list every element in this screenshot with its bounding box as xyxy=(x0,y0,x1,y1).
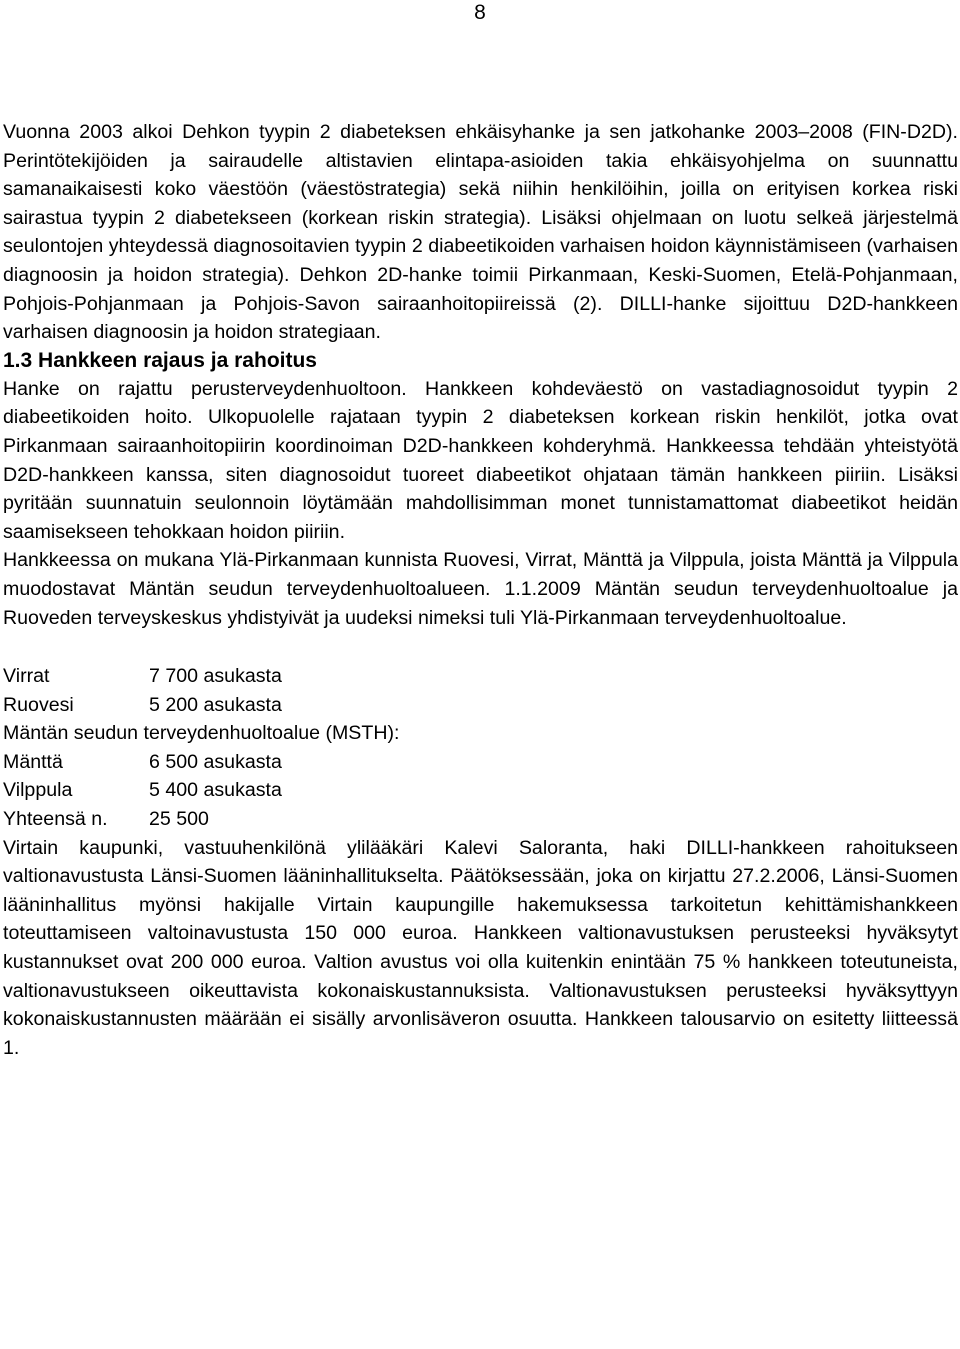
population-row-total xyxy=(3,805,958,834)
population-row-mantta xyxy=(3,748,958,777)
paragraph-project-scope: Hanke on rajattu perusterveydenhuoltoon. Hankkeen kohdeväestö on vastadiagnosoidut tyypin 2 diabeetikoiden hoito. Ulkopuolelle rajataan tyypin 2 diabeteksen korkean riskin henkilöt, jotka ovat Pirkanmaan sairaanhoitopiirin koordinoiman D2D-hankkeen kohderyhmä. Hankkeessa tehdään yhteistyötä D2D-hankkeen kanssa, siten diagnosoidut tuoreet diabeetikot ohjataan tämän hankkeen piiriin. Lisäksi pyritään suunnatuin seulonnoin löytämään mahdollisimman monet tunnistamattomat diabeetikot heidän saamisekseen tehokkaan hoidon piiriin. xyxy=(3,377,958,543)
population-total-label: Yhteensä n. xyxy=(3,808,108,831)
population-row-vilppula xyxy=(3,776,958,805)
population-value: 7 700 asukasta xyxy=(149,665,282,688)
population-value: 6 500 asukasta xyxy=(149,750,282,773)
municipality-name: Ruovesi xyxy=(3,693,74,716)
paragraph-d2d-background: Vuonna 2003 alkoi Dehkon tyypin 2 diabeteksen ehkäisyhanke ja sen jatkohanke 2003–2008 (FIN-D2D). Perintötekijöiden ja sairaudelle altistavien elintapa-asioiden takia ehkäisyohjelma on suunnattu samanaikaisesti koko väestöön (väestöstrategia) sekä niihin henkilöihin, joilla on erityisen korkea riski sairastua tyypin 2 diabetekseen (korkean riskin strategia). Lisäksi ohjelmaan on luotu selkeä järjestelmä seulontojen yhteydessä diagnosoitavien tyypin 2 diabeetikoiden varhaisen hoidon käynnistämiseen (varhaisen diagnoosin ja hoidon strategia). Dehkon 2D-hanke toimii Pirkanmaan, Keski-Suomen, Etelä-Pohjanmaan, Pohjois-Pohjanmaan ja Pohjois-Savon sairaanhoitopiireissä (2). DILLI-hanke sijoittuu D2D-hankkeen varhaisen diagnoosin ja hoidon strategiaan. xyxy=(3,121,958,344)
page-number: 8 xyxy=(474,1,486,24)
population-row-ruovesi xyxy=(3,691,958,720)
population-row-virrat xyxy=(3,662,958,691)
population-value: 5 200 asukasta xyxy=(149,693,282,716)
population-group-header: Mäntän seudun terveydenhuoltoalue (MSTH): xyxy=(3,722,400,745)
paragraph-municipalities: Hankkeessa on mukana Ylä-Pirkanmaan kunnista Ruovesi, Virrat, Mänttä ja Vilppula, joista Mänttä ja Vilppula muodostavat Mäntän seudun terveydenhuoltoalueen. 1.1.2009 Mäntän seudun terveydenhuoltoalue ja Ruoveden terveyskeskus yhdistyivät ja uudeksi nimeksi tuli Ylä-Pirkanmaan terveydenhuoltoalue. xyxy=(3,549,958,629)
population-total-value: 25 500 xyxy=(149,808,209,831)
municipality-name: Virrat xyxy=(3,665,50,688)
population-value: 5 400 asukasta xyxy=(149,779,282,802)
municipality-name: Mänttä xyxy=(3,750,63,773)
municipality-name: Vilppula xyxy=(3,779,73,802)
document-body xyxy=(3,118,958,1062)
paragraph-funding: Virtain kaupunki, vastuuhenkilönä ylilääkäri Kalevi Saloranta, haki DILLI-hankkeen rahoitukseen valtionavustusta Länsi-Suomen lääninhallitukselta. Päätöksessään, joka on kirjattu 27.2.2006, Länsi-Suomen lääninhallitus myönsi hakijalle Virtain kaupungille hakemuksessa tarkoitetun kehittämishankkeen toteuttamiseen valtoinavustusta 150 000 euroa. Hankkeen valtionavustuksen perusteeksi hyväksytyt kustannukset ovat 200 000 euroa. Valtion avustus voi olla kuitenkin enintään 75 % hankkeen toteutuneista, valtionavustukseen oikeuttavista kokonaiskustannuksista. Valtionavustuksen perusteeksi hyväksyttyyn kokonaiskustannusten määrään ei sisälly arvonlisäveron osuutta. Hankkeen talousarvio on esitetty liitteessä 1. xyxy=(3,836,958,1059)
population-list xyxy=(3,662,958,834)
section-heading: 1.3 Hankkeen rajaus ja rahoitus xyxy=(3,348,317,372)
